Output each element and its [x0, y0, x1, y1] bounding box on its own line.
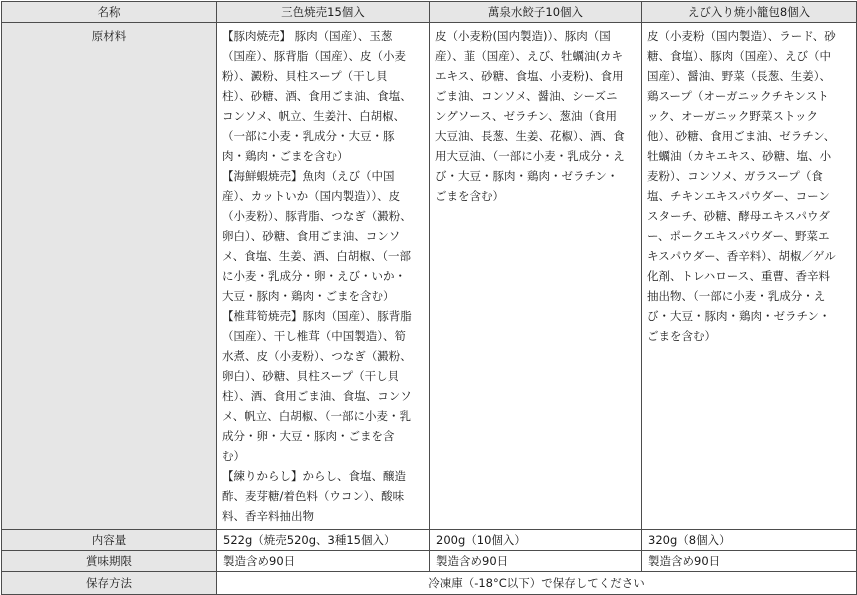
product-spec-table — [1, 1, 857, 595]
content-amount-gyoza: 200g（10個入） — [430, 530, 642, 551]
ingredients-row — [2, 23, 857, 530]
best-before-gyoza: 製造含め90日 — [430, 551, 642, 572]
content-amount-row — [2, 530, 857, 551]
best-before-xiaolongbao: 製造含め90日 — [642, 551, 857, 572]
ingredients-shumai: 【豚肉焼売】 豚肉（国産）、玉葱 （国産）、豚背脂（国産）、皮（小麦 粉）、澱粉、貝柱スープ（干し貝 柱）、砂糖、酒、食用ごま油、食塩、 コンソメ、帆立、生姜汁、白胡椒、 （一部に小麦・乳成分・大豆・豚 肉・鶏肉・ごまを含む） 【海鮮蝦焼売】魚肉（えび（中国 産）、カットいか（国内製造））、皮 （小麦粉）、豚背脂、つなぎ（澱粉、 卵白）、砂糖、食用ごま油、コンソ メ、食塩、生姜、酒、白胡椒、（一部 に小麦・乳成分・卵・えび・いか・ 大豆・豚肉・鶏肉・ごまを含む） 【椎茸筍焼売】豚肉（国産）、豚背脂 （国産）、干し椎茸（中国製造）、筍 水煮、皮（小麦粉）、つなぎ（澱粉、 卵白）、砂糖、貝柱スープ（干し貝 柱）、酒、食用ごま油、食塩、コンソ メ、帆立、白胡椒、（一部に小麦・乳 成分・卵・大豆・豚肉・ごまを含 む） 【練りからし】からし、食塩、醸造 酢、麦芽糖/着色料（ウコン）、酸味 料、香辛料抽出物 — [217, 23, 430, 530]
content-amount-xiaolongbao: 320g（8個入） — [642, 530, 857, 551]
best-before-label: 賞味期限 — [2, 551, 217, 572]
header-row — [2, 2, 857, 23]
storage-value: 冷凍庫（-18°C以下）で保存してください — [217, 572, 857, 595]
best-before-row — [2, 551, 857, 572]
header-xiaolongbao-8: えび入り焼小籠包8個入 — [642, 2, 857, 23]
ingredients-xiaolongbao: 皮（小麦粉（国内製造）、ラード、砂 糖、食塩）、豚肉（国産）、えび（中 国産）、醤油、野菜（長葱、生姜）、 鶏スープ（オーガニックチキンスト ック、オーガニック野菜ストック 他）、砂糖、食用ごま油、ゼラチン、 牡蠣油（カキエキス、砂糖、塩、小 麦粉）、コンソメ、ガラスープ（食 塩、チキンエキスパウダー、コーン スターチ、砂糖、酵母エキスパウダ ー、ポークエキスパウダー、野菜エ キスパウダー、香辛料）、胡椒／ゲル 化剤、トレハロース、重曹、香辛料 抽出物、（一部に小麦・乳成分・え び・大豆・豚肉・鶏肉・ゼラチン・ ごまを含む） — [642, 23, 857, 530]
header-gyoza-10: 萬泉水餃子10個入 — [430, 2, 642, 23]
header-shumai-15: 三色焼売15個入 — [217, 2, 430, 23]
header-name: 名称 — [2, 2, 217, 23]
storage-label: 保存方法 — [2, 572, 217, 595]
content-amount-label: 内容量 — [2, 530, 217, 551]
ingredients-gyoza: 皮（小麦粉(国内製造)）、豚肉（国 産）、韮（国産）、えび、牡蠣油(カキ エキス、砂糖、食塩、小麦粉)、食用 ごま油、コンソメ、醤油、シーズニ ングソース、ゼラチン、葱油（食用 大豆油、長葱、生姜、花椒）、酒、食 用大豆油、（一部に小麦・乳成分・え び・大豆・豚肉・鶏肉・ゼラチン・ ごまを含む） — [430, 23, 642, 530]
best-before-shumai: 製造含め90日 — [217, 551, 430, 572]
storage-row — [2, 572, 857, 595]
ingredients-label: 原材料 — [2, 23, 217, 530]
content-amount-shumai: 522g（焼売520g、3種15個入） — [217, 530, 430, 551]
